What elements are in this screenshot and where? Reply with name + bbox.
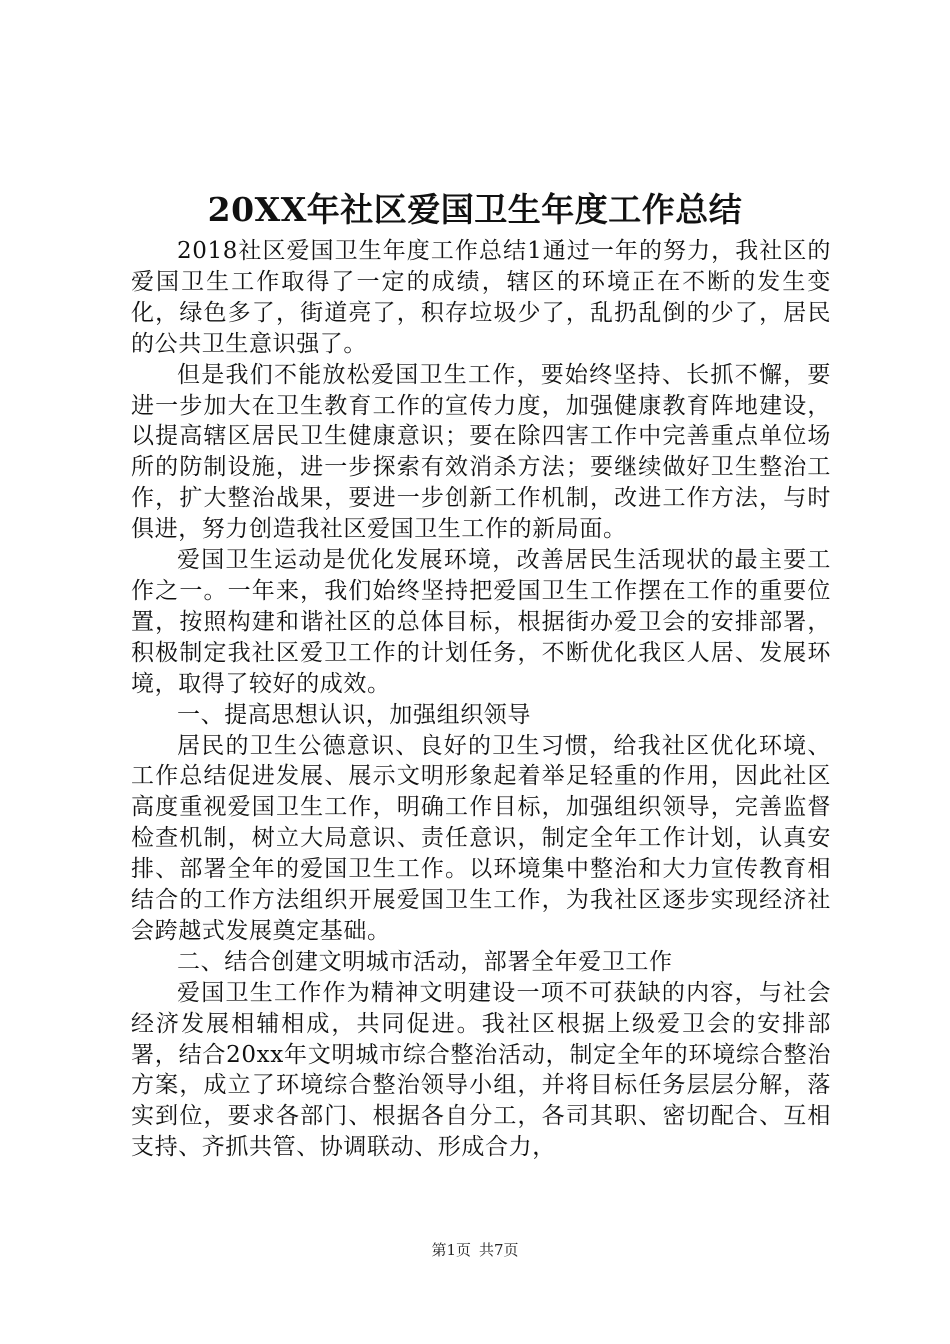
section-heading-1: 一、提高思想认识，加强组织领导 xyxy=(177,701,531,728)
paragraph-intro: 2018社区爱国卫生年度工作总结1通过一年的努力，我社区的爱国卫生工作取得了一定的成绩，辖区的环境正在不断的发生变化，绿色多了，街道亮了，积存垃圾少了，乱扔乱倒的少了，居民的公共卫生意识强了。 xyxy=(131,238,831,357)
document-body xyxy=(131,236,831,1163)
paragraph-overview: 爱国卫生运动是优化发展环境，改善居民生活现状的最主要工作之一。一年来，我们始终坚持把爱国卫生工作摆在工作的重要位置，按照构建和谐社区的总体目标，根据街办爱卫会的安排部署，积极制定我社区爱卫工作的计划任务，不断优化我区人居、发展环境，取得了较好的成效。 xyxy=(131,547,831,697)
section-heading-2: 二、结合创建文明城市活动，部署全年爱卫工作 xyxy=(177,948,673,975)
page-footer xyxy=(0,1240,950,1260)
paragraph-section-1: 居民的卫生公德意识、良好的卫生习惯，给我社区优化环境、工作总结促进发展、展示文明形象起着举足轻重的作用，因此社区高度重视爱国卫生工作，明确工作目标，加强组织领导，完善监督检查机制，树立大局意识、责任意识，制定全年工作计划，认真安排、部署全年的爱国卫生工作。以环境集中整治和大力宣传教育相结合的工作方法组织开展爱国卫生工作，为我社区逐步实现经济社会跨越式发展奠定基础。 xyxy=(131,732,831,944)
page-total: 共7页 xyxy=(479,1241,519,1259)
paragraph-improvement: 但是我们不能放松爱国卫生工作，要始终坚持、长抓不懈，要进一步加大在卫生教育工作的宣传力度，加强健康教育阵地建设，以提高辖区居民卫生健康意识；要在除四害工作中完善重点单位场所的防制设施，进一步探索有效消杀方法；要继续做好卫生整治工作，扩大整治战果，要进一步创新工作机制，改进工作方法，与时俱进，努力创造我社区爱国卫生工作的新局面。 xyxy=(131,361,831,543)
document-title: 20XX年社区爱国卫生年度工作总结 xyxy=(207,190,743,229)
paragraph-section-2: 爱国卫生工作作为精神文明建设一项不可获缺的内容，与社会经济发展相辅相成，共同促进。我社区根据上级爱卫会的安排部署，结合20xx年文明城市综合整治活动，制定全年的环境综合整治方案，成立了环境综合整治领导小组，并将目标任务层层分解，落实到位，要求各部门、根据各自分工，各司其职、密切配合、互相支持、齐抓共管、协调联动、形成合力， xyxy=(131,979,831,1161)
page-number: 第1页 xyxy=(431,1241,471,1259)
